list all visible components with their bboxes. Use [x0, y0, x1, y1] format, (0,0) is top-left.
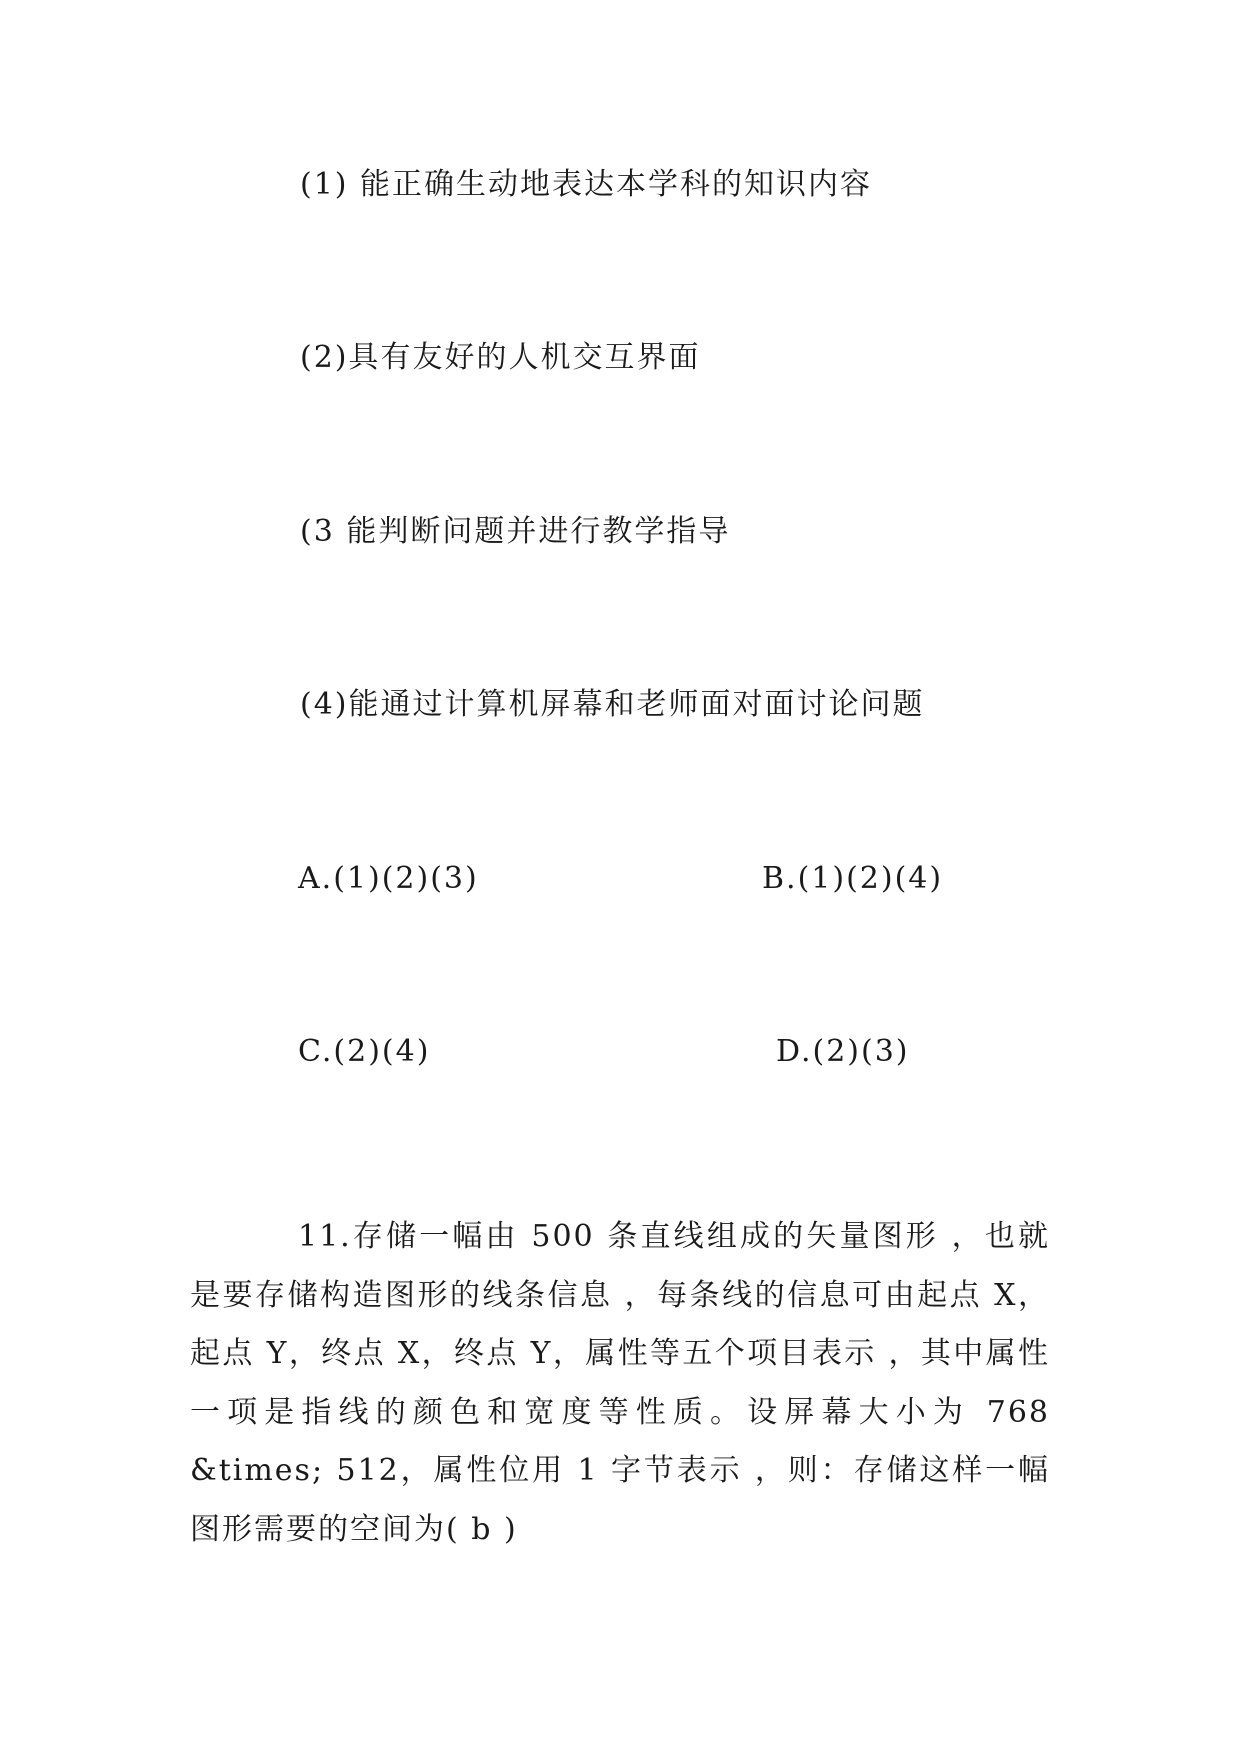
statement-3: (3 能判断问题并进行教学指导 — [300, 514, 731, 549]
option-d: D.(2)(3) — [776, 1034, 910, 1069]
statement-1: (1) 能正确生动地表达本学科的知识内容 — [300, 167, 873, 202]
option-c: C.(2)(4) — [298, 1034, 431, 1069]
statement-2: (2)具有友好的人机交互界面 — [300, 340, 701, 375]
statement-4: (4)能通过计算机屏幕和老师面对面讨论问题 — [300, 687, 925, 722]
option-b: B.(1)(2)(4) — [762, 861, 944, 896]
option-a: A.(1)(2)(3) — [298, 861, 479, 896]
question-11 — [190, 1208, 1050, 1559]
question-11-text: 11.存储一幅由 500 条直线组成的矢量图形 ，也就是要存储构造图形的线条信息 ，每条线的信息可由起点 X，起点 Y，终点 X，终点 Y，属性等五个项目表示 ，其中属性一项是指线的颜色和宽度等性质。设屏幕大小为 768 &times; 512，属性位用 1 字节表示 ，则：存储这样一幅图形需要的空间为( b ) — [190, 1219, 1050, 1547]
